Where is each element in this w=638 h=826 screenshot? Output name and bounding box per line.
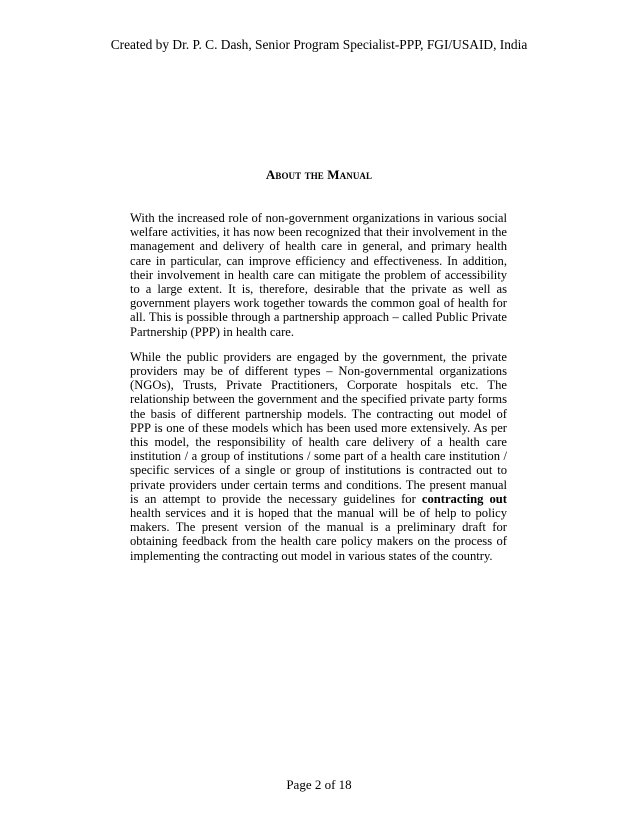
document-body xyxy=(130,211,507,574)
paragraph-2-text-before: While the public providers are engaged by the government, the private providers may be of different types – Non-governmental organizations (NGOs), Trusts, Private Practitioners, Corporate hospitals etc. The relationship between the government and the specified private party forms the basis of different partnership models. The contracting out model of PPP is one of these models which has been used more extensively. As per this model, the responsibility of health care delivery of a health care institution / a group of institutions / some part of a health care institution / specific services of a single or group of institutions is contracted out to private providers under certain terms and conditions. The present manual is an attempt to provide the necessary guidelines for xyxy=(130,349,507,506)
page-number: Page 2 of 18 xyxy=(286,777,352,792)
paragraph-2-text-after: health services and it is hoped that the manual will be of help to policy makers. The present version of the manual is a preliminary draft for obtaining feedback from the health care policy makers on the process of implementing the contracting out model in various states of the country. xyxy=(130,506,507,563)
page-header: Created by Dr. P. C. Dash, Senior Program Specialist-PPP, FGI/USAID, India xyxy=(110,37,528,52)
paragraph-1: With the increased role of non-government organizations in various social welfare activities, it has now been recognized that their involvement in the management and delivery of health care in general, and primary health care in particular, can improve efficiency and effectiveness. In addition, their involvement in health care can mitigate the problem of accessibility to a large extent. It is, therefore, desirable that the private as well as government players work together towards the common goal of health for all. This is possible through a partnership approach – called Public Private Partnership (PPP) in health care. xyxy=(130,211,507,339)
paragraph-2-bold-text: contracting out xyxy=(421,491,507,506)
section-title: About the Manual xyxy=(265,167,373,182)
paragraph-2 xyxy=(130,350,507,563)
